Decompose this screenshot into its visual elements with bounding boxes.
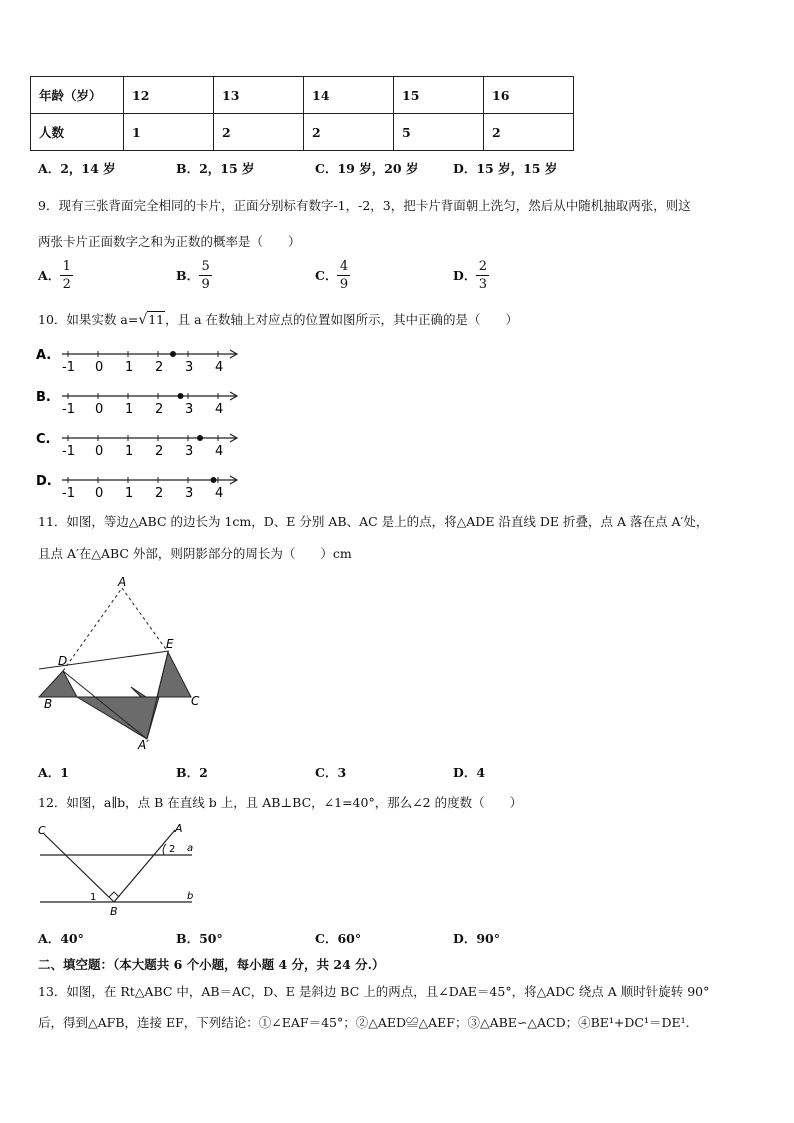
q9-stem-line1: 9．现有三张背面完全相同的卡片，正面分别标有数字-1，-2，3，把卡片背面朝上洗匀，然后从中随机抽取两张，则这	[38, 198, 691, 213]
point-a-marker	[211, 477, 217, 483]
q8-option-b: B．2，15 岁	[176, 161, 255, 176]
tick-label: 1	[125, 444, 134, 459]
label-a-prime: A′	[138, 738, 149, 752]
table-cell: 14	[304, 77, 394, 114]
q9-stem-line2: 两张卡片正面数字之和为正数的概率是（ ）	[38, 234, 301, 249]
sqrt: √	[138, 312, 148, 328]
q12-stem: 12．如图，a∥b，点 B 在直线 b 上，且 AB⊥BC，∠1=40°，那么∠2 的度数（ ）	[38, 795, 523, 810]
fraction	[199, 259, 212, 292]
option-label: A．	[38, 268, 61, 283]
number-line-c	[36, 432, 237, 459]
option-label: B．	[176, 268, 200, 283]
q11-triangle-figure	[34, 574, 214, 754]
label-e: E	[166, 637, 174, 651]
q9-option-c	[315, 259, 350, 292]
shaded-region-left	[39, 671, 77, 697]
shaded-region-mid	[77, 697, 159, 739]
tick-label: 0	[95, 402, 104, 417]
q8-option-d: D．15 岁，15 岁	[453, 161, 558, 176]
label-a: A	[118, 575, 127, 589]
angle-2-label: 2	[169, 844, 176, 855]
number-line-b	[36, 390, 237, 417]
option-label: D.	[36, 474, 52, 489]
tick-label: 1	[125, 402, 134, 417]
table-row	[31, 114, 574, 151]
tick-label: 1	[125, 486, 134, 500]
segment-cb	[44, 834, 114, 902]
number-line-d	[36, 474, 237, 500]
numerator: 2	[478, 259, 487, 274]
fraction	[337, 259, 350, 292]
denominator: 9	[339, 277, 349, 292]
q12-option-a: A．40°	[38, 931, 84, 946]
numerator: 5	[201, 259, 210, 274]
q12-option-d: D．90°	[453, 931, 500, 946]
q10-stem	[38, 312, 518, 328]
tick-label: 4	[215, 486, 224, 500]
tick-label: 4	[215, 360, 224, 375]
table-cell: 2	[484, 114, 574, 151]
fraction	[60, 259, 73, 292]
shaded-region-mid-top	[77, 687, 146, 697]
option-label: C.	[36, 432, 51, 447]
tick-label: 3	[185, 360, 194, 375]
q11-option-d: D．4	[453, 765, 486, 780]
q8-option-c: C．19 岁，20 岁	[315, 161, 419, 176]
table-cell: 人数	[31, 114, 124, 151]
angle-2-arc	[163, 844, 166, 855]
q9-option-a	[38, 259, 73, 292]
q11-option-a: A．1	[38, 765, 69, 780]
tick-label: 0	[95, 486, 104, 500]
q9-option-b	[176, 259, 212, 292]
q11-option-b: B．2	[176, 765, 208, 780]
q13-stem-line1: 13．如图，在 Rt△ABC 中，AB＝AC，D、E 是斜边 BC 上的两点，且∠DAE＝45°，将△ADC 绕点 A 顺时针旋转 90°	[38, 984, 710, 999]
point-a-marker	[170, 351, 176, 357]
q10-stem-prefix: 10．如果实数 a=	[38, 312, 139, 327]
q13-stem-line2: 后，得到△AFB，连接 EF，下列结论：①∠EAF＝45°；②△AED≌△AEF；③△ABE∽△ACD；④BE¹+DC¹＝DE¹.	[38, 1015, 690, 1030]
option-label: B.	[36, 390, 51, 405]
q8-option-a: A．2，14 岁	[38, 161, 116, 176]
table-cell: 15	[394, 77, 484, 114]
q11-option-c: C．3	[315, 765, 347, 780]
tick-label: 4	[215, 444, 224, 459]
number-line-a	[36, 348, 237, 375]
label-b: B	[110, 905, 118, 918]
table-cell: 2	[304, 114, 394, 151]
q10-numberlines	[30, 340, 260, 504]
tick-label: 0	[95, 360, 104, 375]
tick-label: 2	[155, 444, 164, 459]
angle-1-label: 1	[90, 892, 97, 903]
denominator: 2	[62, 277, 71, 292]
tick-label: 2	[155, 360, 164, 375]
tick-label: 2	[155, 486, 164, 500]
denominator: 3	[478, 277, 487, 292]
tick-label: 3	[185, 444, 194, 459]
number-line-figures	[30, 340, 260, 500]
right-angle-mark	[109, 892, 119, 897]
table-cell: 13	[214, 77, 304, 114]
table-cell: 12	[124, 77, 214, 114]
tick-label: 3	[185, 402, 194, 417]
option-label: A.	[36, 348, 52, 363]
table-cell: 2	[214, 114, 304, 151]
q9-option-d	[453, 259, 489, 292]
tick-label: -1	[62, 360, 75, 375]
label-line-a: a	[187, 843, 194, 854]
numerator: 1	[62, 259, 71, 274]
tick-label: 0	[95, 444, 104, 459]
label-c: C	[191, 694, 200, 708]
label-a: A	[175, 822, 183, 835]
denominator: 9	[201, 277, 210, 292]
table-cell: 1	[124, 114, 214, 151]
tick-label: 1	[125, 360, 134, 375]
table-cell: 5	[394, 114, 484, 151]
tick-label: -1	[62, 444, 75, 459]
label-b: B	[44, 697, 53, 711]
tick-label: -1	[62, 402, 75, 417]
table-row	[31, 77, 574, 114]
numerator: 4	[339, 259, 349, 274]
fraction	[476, 259, 489, 292]
q11-stem-line2: 且点 A′在△ABC 外部，则阴影部分的周长为（ ）cm	[38, 546, 352, 561]
point-a-marker	[197, 435, 203, 441]
point-a-marker	[178, 393, 184, 399]
tick-label: 4	[215, 402, 224, 417]
dashed-ea	[122, 588, 168, 652]
tick-label: 3	[185, 486, 194, 500]
radicand: 11	[148, 312, 165, 327]
q12-parallel-lines-figure	[34, 820, 204, 920]
option-label: C．	[315, 268, 338, 283]
q12-option-c: C．60°	[315, 931, 362, 946]
label-line-b: b	[187, 891, 194, 902]
label-d: D	[58, 654, 68, 668]
option-label: D．	[453, 268, 477, 283]
section-heading-fill-in: 二、填空题：（本大题共 6 个小题，每小题 4 分，共 24 分.）	[38, 957, 385, 972]
table-cell: 16	[484, 77, 574, 114]
label-c: C	[38, 824, 46, 837]
q11-stem-line1: 11．如图，等边△ABC 的边长为 1cm，D、E 分别 AB、AC 是上的点，将△ADE 沿直线 DE 折叠，点 A 落在点 A′处，	[38, 514, 709, 529]
q12-option-b: B．50°	[176, 931, 223, 946]
age-table	[30, 76, 574, 151]
table-cell: 年龄（岁）	[31, 77, 124, 114]
segment-ba	[114, 830, 175, 902]
tick-label: -1	[62, 486, 75, 500]
tick-label: 2	[155, 402, 164, 417]
q10-stem-suffix: ，且 a 在数轴上对应点的位置如图所示，其中正确的是（ ）	[165, 312, 519, 327]
